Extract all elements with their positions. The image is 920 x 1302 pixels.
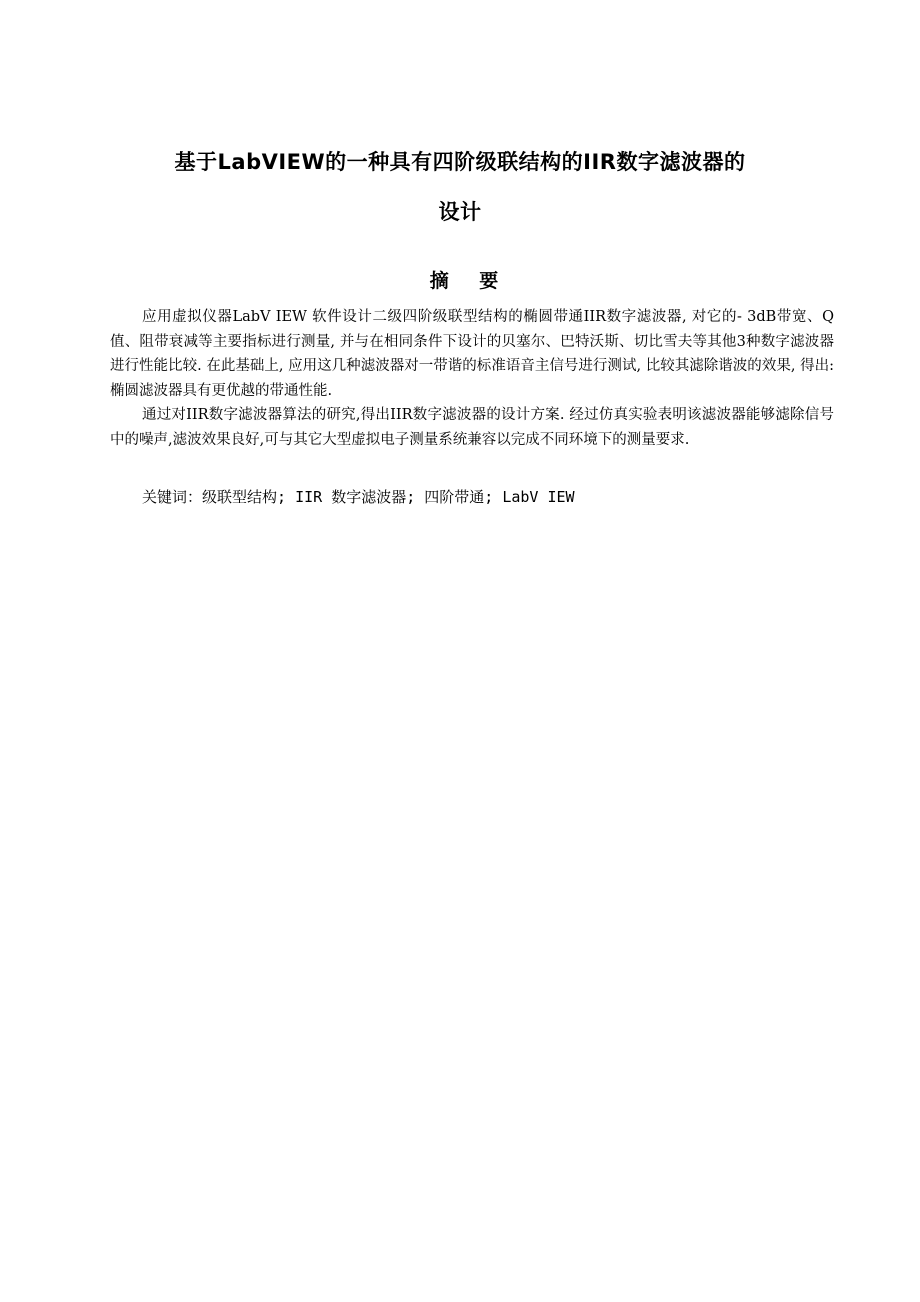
keywords-label: 关键词： (142, 488, 203, 506)
abstract-paragraph-1: 应用虚拟仪器LabV IEW 软件设计二级四阶级联型结构的椭圆带通IIR数字滤波器, 对它的- 3dB带宽、Q值、阻带衰减等主要指标进行测量, 并与在相同条件下设计的贝塞尔、巴特沃斯、切比雪夫等其他3种数字滤波器进行性能比较. 在此基础上, 应用这几种滤波器对一带谐的标准语音主信号进行测试, 比较其滤除谐波的效果, 得出: 椭圆滤波器具有更优越的带通性能. (110, 309, 834, 399)
paper-title-line-2: 设计 (438, 200, 482, 224)
keywords-line (142, 485, 842, 509)
keywords-text: 级联型结构; IIR 数字滤波器; 四阶带通; LabV IEW (202, 488, 575, 506)
abstract-paragraph-2: 通过对IIR数字滤波器算法的研究,得出IIR数字滤波器的设计方案. 经过仿真实验表明该滤波器能够滤除信号中的噪声,滤波效果良好,可与其它大型虚拟电子测量系统兼容以完成不同环境下的测量要求. (110, 407, 834, 448)
paper-title-line-1: 基于LabVIEW的一种具有四阶级联结构的IIR数字滤波器的 (174, 150, 746, 174)
abstract-body (110, 305, 834, 452)
abstract-heading: 摘 要 (429, 270, 511, 292)
